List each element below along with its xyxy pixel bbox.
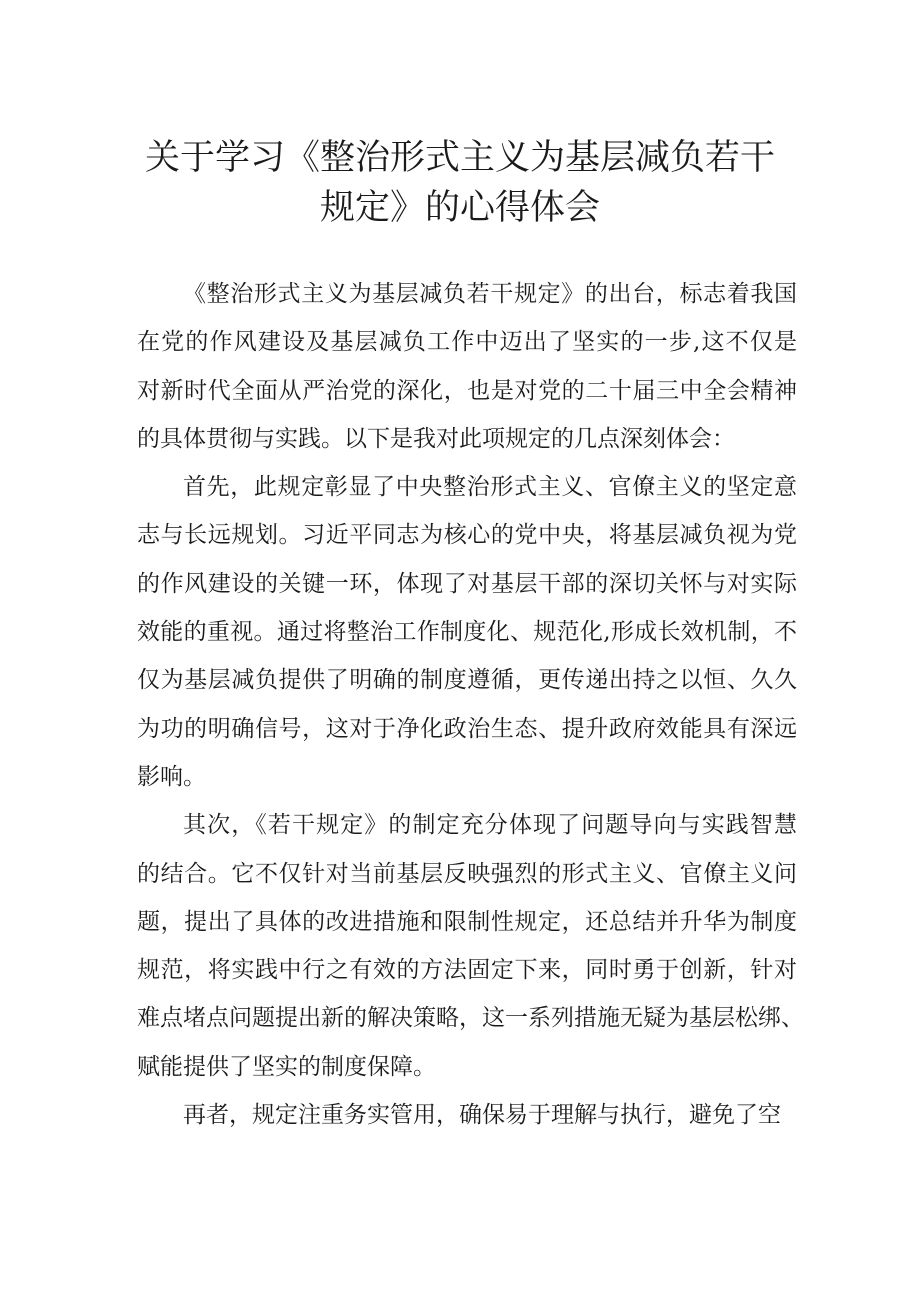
title-line-2: 规定》的心得体会 xyxy=(319,188,600,228)
text-line: 题，提出了具体的改进措施和限制性规定，还总结并升华为制度 xyxy=(137,908,797,935)
text-line: 对新时代全面从严治党的深化，也是对党的二十届三中全会精神 xyxy=(137,377,797,404)
text-line: 效能的重视。通过将整治工作制度化、规范化,形成长效机制，不 xyxy=(137,619,797,646)
text-line: 再者，规定注重务实管用，确保易于理解与执行，避免了空 xyxy=(183,1102,781,1129)
text-line: 规范，将实践中行之有效的方法固定下来，同时勇于创新，针对 xyxy=(137,957,797,984)
text-line: 仅为基层减负提供了明确的制度遵循，更传递出持之以恒、久久 xyxy=(137,667,797,694)
paragraph-third xyxy=(137,1091,797,1139)
paragraph-intro xyxy=(137,270,797,463)
text-line: 难点堵点问题提出新的解决策略，这一系列措施无疑为基层松绑、 xyxy=(137,1005,804,1032)
text-line: 首先，此规定彰显了中央整治形式主义、官僚主义的坚定意 xyxy=(183,474,797,501)
text-line: 影响。 xyxy=(137,763,206,790)
text-line: 在党的作风建设及基层减负工作中迈出了坚实的一步,这不仅是 xyxy=(137,329,797,356)
document-title xyxy=(120,133,800,233)
document-body xyxy=(137,270,804,1139)
text-line: 《整治形式主义为基层减负若干规定》的出台，标志着我国 xyxy=(183,281,797,307)
text-line: 为功的明确信号，这对于净化政治生态、提升政府效能具有深远 xyxy=(137,715,797,742)
text-line: 的作风建设的关键一环，体现了对基层干部的深切关怀与对实际 xyxy=(137,570,797,597)
text-line: 的具体贯彻与实践。以下是我对此项规定的几点深刻体会： xyxy=(137,425,735,452)
paragraph-second xyxy=(137,801,804,1091)
text-line: 的结合。它不仅针对当前基层反映强烈的形式主义、官僚主义问 xyxy=(137,860,797,887)
text-line: 其次，《若干规定》的制定充分体现了问题导向与实践智慧 xyxy=(183,812,797,839)
text-line: 志与长远规划。习近平同志为核心的党中央，将基层减负视为党 xyxy=(137,522,797,549)
text-line: 赋能提供了坚实的制度保障。 xyxy=(137,1053,436,1080)
paragraph-first xyxy=(137,463,797,801)
title-line-1: 关于学习《整治形式主义为基层减负若干 xyxy=(144,138,775,178)
